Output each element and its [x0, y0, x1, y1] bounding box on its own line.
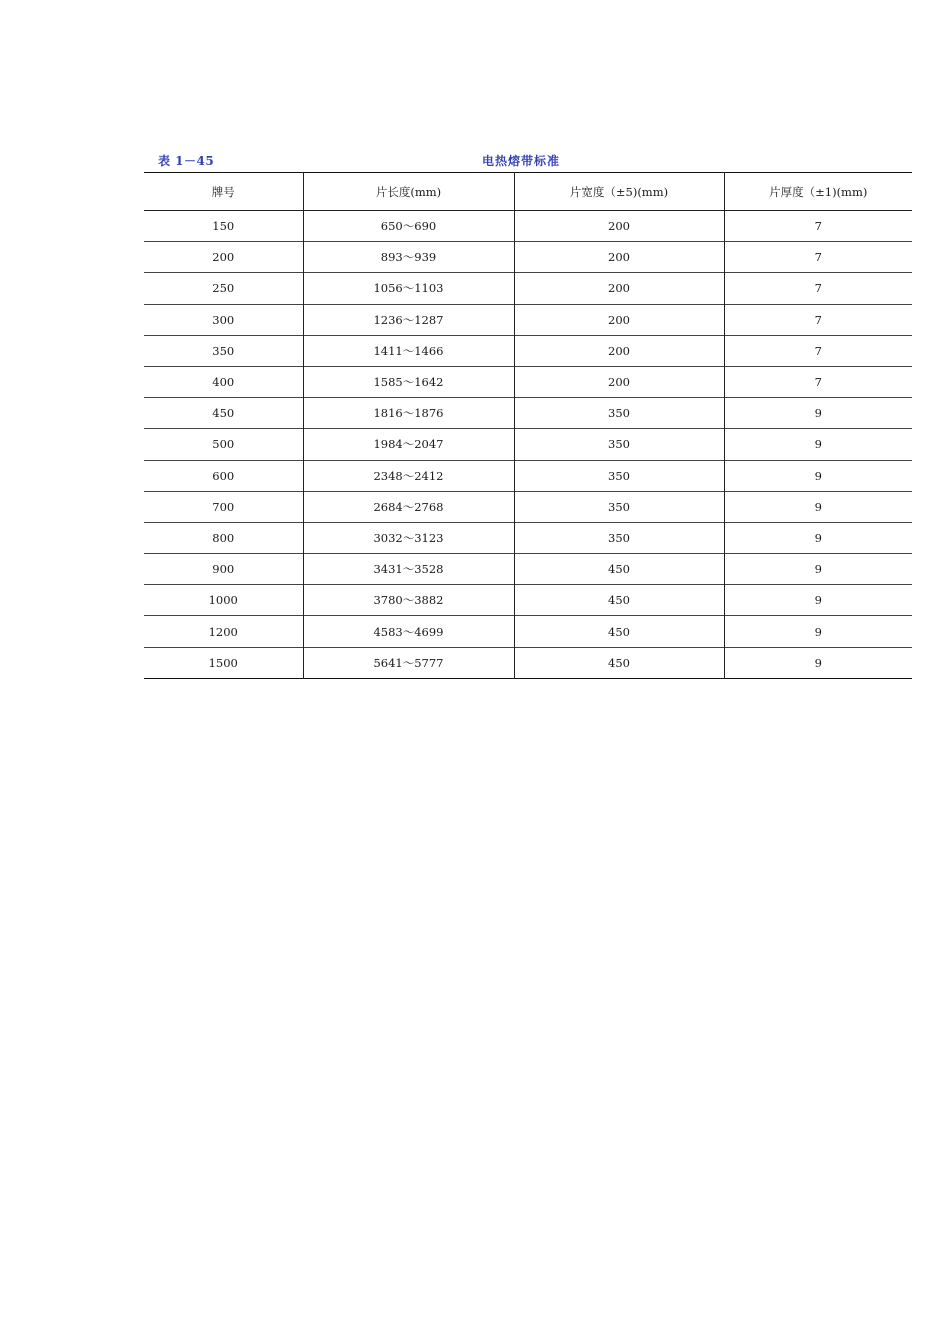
cell-grade: 1500 [208, 655, 238, 670]
cell-grade: 200 [212, 250, 235, 265]
cell-width: 350 [514, 522, 724, 553]
cell-length: 650～690 [303, 211, 514, 242]
cell-length: 5641～5777 [303, 647, 514, 678]
header-row [144, 173, 912, 211]
cell-length: 4583～4699 [303, 616, 514, 647]
header-grade: 牌号 [211, 184, 235, 199]
cell-length: 893～939 [303, 242, 514, 273]
cell-grade: 900 [212, 562, 235, 577]
cell-thickness: 7 [724, 273, 912, 304]
table-row [144, 211, 912, 242]
cell-width: 200 [514, 211, 724, 242]
cell-grade: 600 [212, 468, 235, 483]
cell-thickness: 7 [724, 242, 912, 273]
cell-width: 200 [514, 304, 724, 335]
cell-length: 2684～2768 [303, 491, 514, 522]
cell-thickness: 7 [724, 304, 912, 335]
cell-length: 1984～2047 [303, 429, 514, 460]
cell-length: 1585～1642 [303, 366, 514, 397]
table-row [144, 398, 912, 429]
cell-thickness: 9 [724, 522, 912, 553]
cell-thickness: 9 [724, 616, 912, 647]
table-caption [144, 150, 912, 170]
table-row [144, 366, 912, 397]
cell-length: 1236～1287 [303, 304, 514, 335]
header-length: 片长度(mm) [303, 173, 514, 211]
table-row [144, 335, 912, 366]
cell-length: 3431～3528 [303, 554, 514, 585]
table-row [144, 304, 912, 335]
table-row [144, 429, 912, 460]
cell-width: 350 [514, 429, 724, 460]
cell-thickness: 7 [724, 366, 912, 397]
cell-grade: 450 [212, 406, 235, 421]
spec-table [144, 172, 912, 679]
cell-length: 1816～1876 [303, 398, 514, 429]
cell-grade: 1200 [208, 624, 238, 639]
cell-thickness: 9 [724, 585, 912, 616]
cell-grade: 350 [212, 343, 235, 358]
table-header [144, 173, 912, 211]
table-row [144, 273, 912, 304]
cell-length: 3032～3123 [303, 522, 514, 553]
cell-grade: 1000 [208, 593, 238, 608]
cell-width: 350 [514, 460, 724, 491]
cell-thickness: 9 [724, 491, 912, 522]
cell-grade: 250 [212, 281, 235, 296]
header-width: 片宽度（±5)(mm) [514, 173, 724, 211]
header-thickness: 片厚度（±1)(mm) [724, 173, 912, 211]
cell-length: 3780～3882 [303, 585, 514, 616]
table-row [144, 554, 912, 585]
cell-grade: 500 [212, 437, 235, 452]
cell-width: 200 [514, 242, 724, 273]
table-row [144, 616, 912, 647]
table-body [144, 211, 912, 679]
table-row [144, 491, 912, 522]
cell-length: 1056～1103 [303, 273, 514, 304]
cell-width: 200 [514, 335, 724, 366]
cell-thickness: 9 [724, 429, 912, 460]
cell-width: 450 [514, 647, 724, 678]
cell-width: 200 [514, 273, 724, 304]
cell-width: 450 [514, 585, 724, 616]
cell-grade: 150 [212, 219, 235, 234]
cell-width: 350 [514, 491, 724, 522]
cell-width: 350 [514, 398, 724, 429]
cell-grade: 300 [212, 312, 235, 327]
table-row [144, 647, 912, 678]
cell-length: 2348～2412 [303, 460, 514, 491]
cell-thickness: 9 [724, 398, 912, 429]
table-row [144, 585, 912, 616]
cell-thickness: 7 [724, 211, 912, 242]
cell-thickness: 9 [724, 554, 912, 585]
table-number: 表 1－45 [158, 154, 215, 168]
cell-length: 1411～1466 [303, 335, 514, 366]
cell-width: 450 [514, 616, 724, 647]
table-row [144, 242, 912, 273]
cell-width: 200 [514, 366, 724, 397]
table-title: 电热熔带标准 [482, 154, 561, 168]
table-row [144, 522, 912, 553]
cell-thickness: 7 [724, 335, 912, 366]
cell-grade: 700 [212, 499, 235, 514]
cell-thickness: 9 [724, 460, 912, 491]
cell-grade: 800 [212, 530, 235, 545]
cell-grade: 400 [212, 375, 235, 390]
cell-thickness: 9 [724, 647, 912, 678]
cell-width: 450 [514, 554, 724, 585]
table-row [144, 460, 912, 491]
